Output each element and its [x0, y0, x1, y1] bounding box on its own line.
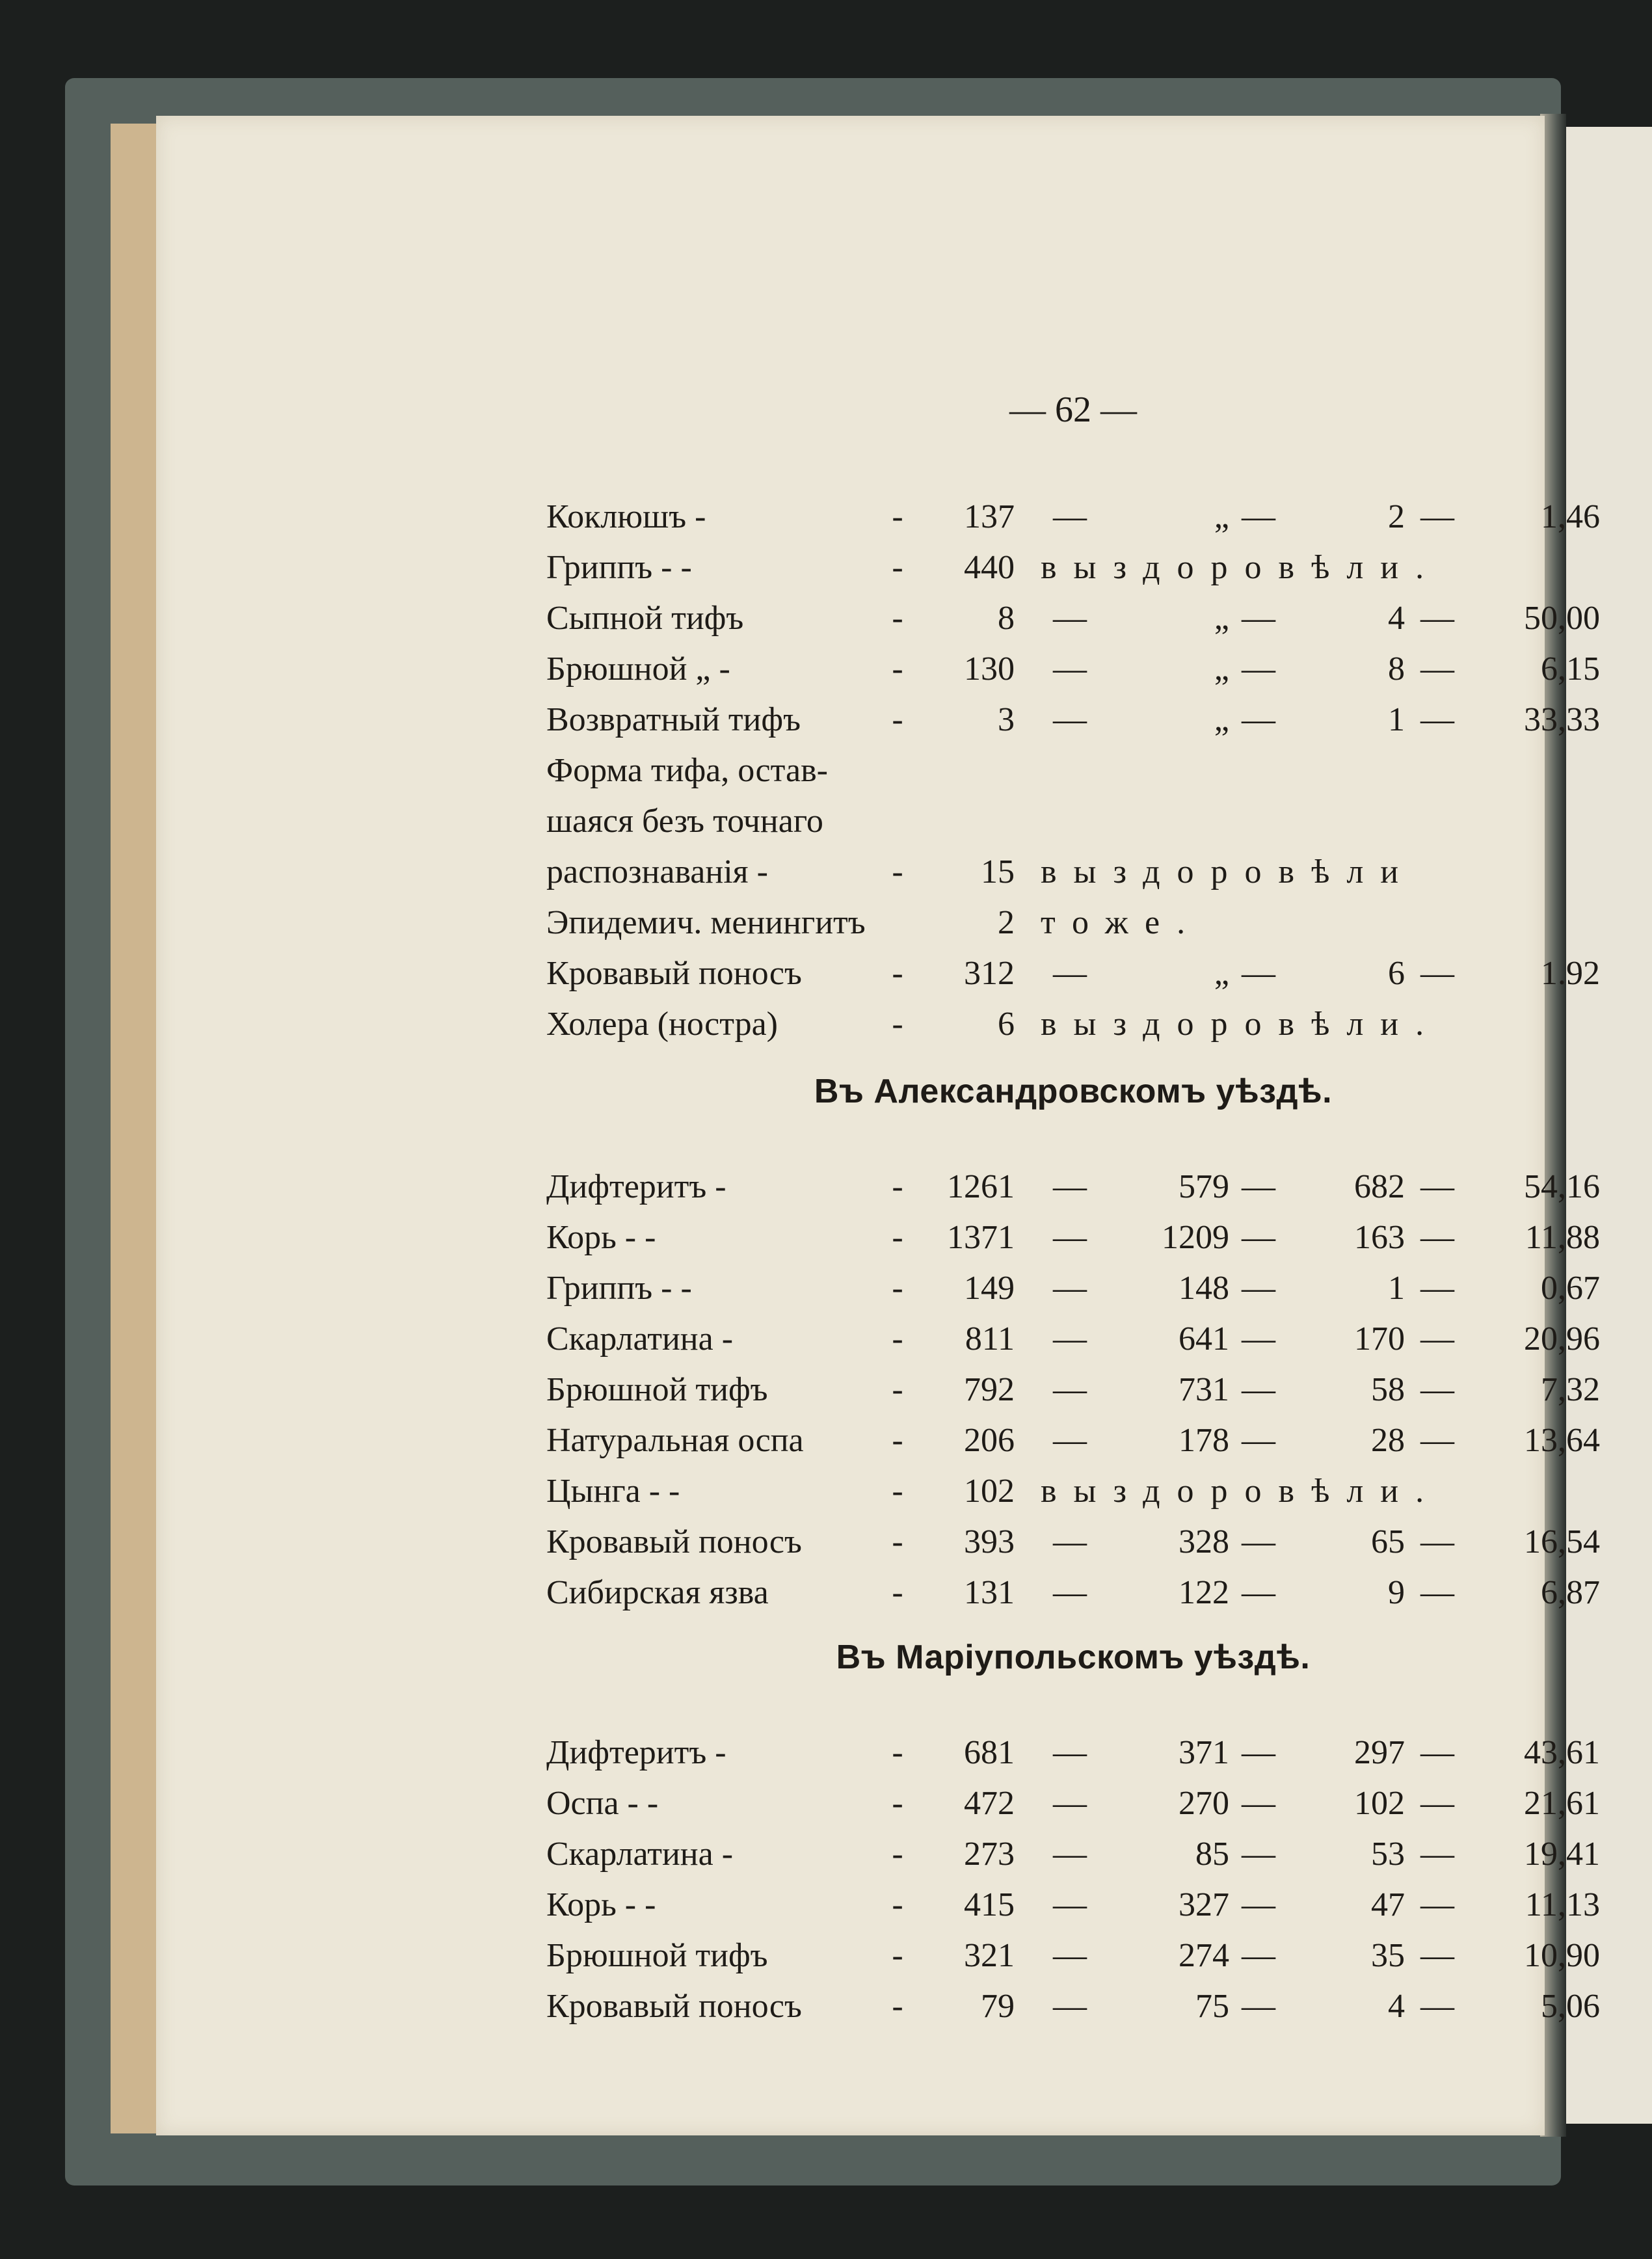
- value-cell-n3: 4: [1388, 1988, 1405, 2025]
- value-cell-n3: 297: [1354, 1734, 1405, 1771]
- disease-label: Кровавый поносъ: [546, 955, 802, 992]
- value-cell-n2: 270: [1179, 1785, 1229, 1822]
- value-cell-n3: 9: [1388, 1574, 1405, 1611]
- value-cell-n4: 7,32: [1541, 1371, 1600, 1408]
- separator-s2: —: [1242, 1523, 1275, 1560]
- value-cell-n3: 1: [1388, 701, 1405, 738]
- disease-label: Холера (ностра): [546, 1006, 778, 1043]
- value-cell-n1: 206: [964, 1422, 1015, 1459]
- table-row: [546, 1729, 1600, 1777]
- separator-dash: -: [892, 1886, 903, 1923]
- value-cell-n1: 273: [964, 1836, 1015, 1873]
- value-cell-n1: 1261: [947, 1168, 1015, 1205]
- separator-dash: -: [892, 1836, 903, 1873]
- value-cell-n3: 682: [1354, 1168, 1405, 1205]
- value-cell-n4: 16,54: [1524, 1523, 1600, 1560]
- value-cell-n1: 1371: [947, 1219, 1015, 1256]
- separator-s3: —: [1420, 650, 1454, 688]
- separator-s1: —: [1053, 600, 1087, 637]
- separator-s2: —: [1242, 1422, 1275, 1459]
- separator-s2: —: [1242, 498, 1275, 535]
- disease-label: распознаванія -: [546, 853, 768, 890]
- disease-label: Коклюшъ -: [546, 498, 706, 535]
- separator-s2: —: [1242, 701, 1275, 738]
- separator-s3: —: [1420, 1886, 1454, 1923]
- value-cell-n1: 415: [964, 1886, 1015, 1923]
- disease-label: Корь - -: [546, 1886, 656, 1923]
- separator-dash: -: [892, 1320, 903, 1357]
- value-cell-n4: 6,15: [1541, 650, 1600, 688]
- disease-label: Брюшной тифъ: [546, 1371, 768, 1408]
- value-cell-n3: 4: [1388, 600, 1405, 637]
- value-cell-n3: 6: [1388, 955, 1405, 992]
- table-row: [546, 1467, 1600, 1516]
- separator-s1: —: [1053, 955, 1087, 992]
- separator-s3: —: [1420, 600, 1454, 637]
- table-row: [546, 747, 1600, 795]
- value-cell-n3: 53: [1371, 1836, 1405, 1873]
- value-cell-n3: 28: [1371, 1422, 1405, 1459]
- separator-dash: -: [892, 1473, 903, 1510]
- value-cell-n1: 312: [964, 955, 1015, 992]
- value-cell-n3: 35: [1371, 1937, 1405, 1974]
- disease-label: Дифтеритъ -: [546, 1734, 726, 1771]
- separator-dash: -: [892, 1734, 903, 1771]
- value-cell-n1: 8: [998, 600, 1015, 637]
- value-cell-n2: 148: [1179, 1270, 1229, 1307]
- value-cell-n1: 321: [964, 1937, 1015, 1974]
- table-row: [546, 595, 1600, 643]
- outcome-note: выздоровѣли.: [1041, 1473, 1441, 1510]
- value-cell-n1: 792: [964, 1371, 1015, 1408]
- separator-s2: —: [1242, 1371, 1275, 1408]
- value-cell-n4: 19,41: [1524, 1836, 1600, 1873]
- disease-label: Дифтеритъ -: [546, 1168, 726, 1205]
- value-cell-n3: 1: [1388, 1270, 1405, 1307]
- value-cell-n2: 579: [1179, 1168, 1229, 1205]
- separator-s2: —: [1242, 1320, 1275, 1357]
- separator-dash: -: [892, 1785, 903, 1822]
- table-row: [546, 1780, 1600, 1828]
- separator-s3: —: [1420, 1523, 1454, 1560]
- separator-s1: —: [1053, 1785, 1087, 1822]
- disease-label: Эпидемич. менингитъ: [546, 904, 866, 941]
- disease-label: Кровавый поносъ: [546, 1523, 802, 1560]
- value-cell-n2: 731: [1179, 1371, 1229, 1408]
- separator-dash: -: [892, 1168, 903, 1205]
- table-row: [546, 899, 1600, 947]
- separator-dash: -: [892, 1988, 903, 2025]
- outcome-note: выздоровѣли.: [1041, 1006, 1441, 1043]
- separator-s3: —: [1420, 1422, 1454, 1459]
- separator-s1: —: [1053, 1836, 1087, 1873]
- separator-dash: -: [892, 1219, 903, 1256]
- separator-s2: —: [1242, 1988, 1275, 2025]
- value-cell-n2: 85: [1195, 1836, 1229, 1873]
- value-cell-n3: 170: [1354, 1320, 1405, 1357]
- separator-s2: —: [1242, 1836, 1275, 1873]
- separator-s2: —: [1242, 955, 1275, 992]
- table-row: [546, 1315, 1600, 1363]
- disease-label: Сибирская язва: [546, 1574, 769, 1611]
- table-row: [546, 1000, 1600, 1049]
- separator-dash: -: [892, 955, 903, 992]
- separator-dash: -: [892, 498, 903, 535]
- value-cell-n4: 20,96: [1524, 1320, 1600, 1357]
- value-cell-n2: 75: [1195, 1988, 1229, 2025]
- disease-label: Оспа - -: [546, 1785, 659, 1822]
- value-cell-n4: 11,88: [1525, 1219, 1600, 1256]
- separator-s2: —: [1242, 650, 1275, 688]
- table-row: [546, 1983, 1600, 2031]
- value-cell-n3: 47: [1371, 1886, 1405, 1923]
- separator-s3: —: [1420, 498, 1454, 535]
- disease-label: Скарлатина -: [546, 1320, 734, 1357]
- separator-s3: —: [1420, 1734, 1454, 1771]
- separator-s3: —: [1420, 1219, 1454, 1256]
- value-cell-n4: 11,13: [1525, 1886, 1600, 1923]
- value-cell-n3: 163: [1354, 1219, 1405, 1256]
- separator-s1: —: [1053, 498, 1087, 535]
- table-row: [546, 1881, 1600, 1929]
- value-cell-n1: 149: [964, 1270, 1015, 1307]
- value-cell-n4: 5,06: [1541, 1988, 1600, 2025]
- value-cell-n1: 102: [964, 1473, 1015, 1510]
- page-content: [546, 390, 1600, 2178]
- page-number: — 62 —: [1009, 390, 1137, 430]
- table-row: [546, 1569, 1600, 1617]
- value-cell-n4: 10,90: [1524, 1937, 1600, 1974]
- section-heading: Въ Маріупольскомъ уѣздѣ.: [836, 1638, 1311, 1676]
- separator-s2: —: [1242, 1937, 1275, 1974]
- separator-dash: -: [892, 701, 903, 738]
- separator-s1: —: [1053, 1734, 1087, 1771]
- separator-s1: —: [1053, 1523, 1087, 1560]
- separator-dash: -: [892, 1006, 903, 1043]
- separator-dash: -: [892, 549, 903, 586]
- separator-s2: —: [1242, 1574, 1275, 1611]
- separator-dash: -: [892, 1422, 903, 1459]
- value-cell-n2: „: [1214, 650, 1229, 688]
- value-cell-n4: 1,46: [1541, 498, 1600, 535]
- separator-s1: —: [1053, 1219, 1087, 1256]
- separator-s1: —: [1053, 1574, 1087, 1611]
- separator-s3: —: [1420, 1270, 1454, 1307]
- separator-s3: —: [1420, 1320, 1454, 1357]
- value-cell-n1: 137: [964, 498, 1015, 535]
- separator-s1: —: [1053, 1422, 1087, 1459]
- value-cell-n2: 1209: [1162, 1219, 1229, 1256]
- separator-dash: -: [892, 650, 903, 688]
- separator-dash: -: [892, 1937, 903, 1974]
- value-cell-n4: 0,67: [1541, 1270, 1600, 1307]
- value-cell-n4: 1.92: [1541, 955, 1600, 992]
- separator-dash: -: [892, 1574, 903, 1611]
- value-cell-n1: 130: [964, 650, 1015, 688]
- section-heading: Въ Александровскомъ уѣздѣ.: [814, 1073, 1333, 1110]
- separator-s1: —: [1053, 1270, 1087, 1307]
- table-row: [546, 544, 1600, 592]
- separator-s1: —: [1053, 1320, 1087, 1357]
- value-cell-n4: 43,61: [1524, 1734, 1600, 1771]
- table-row: [546, 797, 1600, 846]
- value-cell-n2: „: [1214, 701, 1229, 738]
- value-cell-n1: 393: [964, 1523, 1015, 1560]
- disease-label: Цынга - -: [546, 1473, 680, 1510]
- separator-s2: —: [1242, 1168, 1275, 1205]
- value-cell-n4: 13,64: [1524, 1422, 1600, 1459]
- disease-label: Сыпной тифъ: [546, 600, 744, 637]
- disease-label: шаяся безъ точнаго: [546, 803, 823, 840]
- value-cell-n4: 33,33: [1524, 701, 1600, 738]
- value-cell-n1: 2: [998, 904, 1015, 941]
- separator-s3: —: [1420, 955, 1454, 992]
- disease-label: Натуральная оспа: [546, 1422, 804, 1459]
- table-row: [546, 1163, 1600, 1211]
- table-row: [546, 645, 1600, 693]
- outcome-note: выздоровѣли.: [1041, 549, 1441, 586]
- value-cell-n2: 122: [1179, 1574, 1229, 1611]
- value-cell-n1: 811: [965, 1320, 1015, 1357]
- table-row: [546, 848, 1600, 896]
- separator-s1: —: [1053, 1371, 1087, 1408]
- disease-label: Корь - -: [546, 1219, 656, 1256]
- separator-s1: —: [1053, 1168, 1087, 1205]
- disease-label: Возвратный тифъ: [546, 701, 801, 738]
- value-cell-n3: 58: [1371, 1371, 1405, 1408]
- value-cell-n1: 131: [964, 1574, 1015, 1611]
- value-cell-n2: 178: [1179, 1422, 1229, 1459]
- value-cell-n3: 2: [1388, 498, 1405, 535]
- table-row: [546, 1932, 1600, 1980]
- value-cell-n4: 21,61: [1524, 1785, 1600, 1822]
- table-row: [546, 696, 1600, 744]
- value-cell-n1: 79: [981, 1988, 1015, 2025]
- table-row: [546, 1518, 1600, 1566]
- table-row: [546, 493, 1600, 541]
- value-cell-n1: 681: [964, 1734, 1015, 1771]
- value-cell-n2: 328: [1179, 1523, 1229, 1560]
- separator-dash: -: [892, 1270, 903, 1307]
- disease-label: Форма тифа, остав-: [546, 752, 828, 789]
- separator-s2: —: [1242, 1734, 1275, 1771]
- table-row: [546, 1417, 1600, 1465]
- separator-s3: —: [1420, 1371, 1454, 1408]
- table-row: [546, 1264, 1600, 1313]
- value-cell-n1: 3: [998, 701, 1015, 738]
- value-cell-n2: „: [1214, 600, 1229, 637]
- separator-s3: —: [1420, 1988, 1454, 2025]
- separator-s3: —: [1420, 1168, 1454, 1205]
- disease-label: Брюшной тифъ: [546, 1937, 768, 1974]
- value-cell-n2: 641: [1179, 1320, 1229, 1357]
- value-cell-n3: 8: [1388, 650, 1405, 688]
- table-row: [546, 1366, 1600, 1414]
- value-cell-n3: 65: [1371, 1523, 1405, 1560]
- separator-s1: —: [1053, 1988, 1087, 2025]
- disease-label: Кровавый поносъ: [546, 1988, 802, 2025]
- value-cell-n2: „: [1214, 498, 1229, 535]
- table-row: [546, 1830, 1600, 1878]
- separator-s3: —: [1420, 1574, 1454, 1611]
- separator-s1: —: [1053, 650, 1087, 688]
- separator-dash: -: [892, 1371, 903, 1408]
- separator-s3: —: [1420, 1937, 1454, 1974]
- value-cell-n4: 6,87: [1541, 1574, 1600, 1611]
- value-cell-n4: 50,00: [1524, 600, 1600, 637]
- value-cell-n2: 371: [1179, 1734, 1229, 1771]
- separator-s2: —: [1242, 1270, 1275, 1307]
- separator-s2: —: [1242, 1886, 1275, 1923]
- separator-dash: -: [892, 853, 903, 890]
- separator-s3: —: [1420, 1785, 1454, 1822]
- separator-s3: —: [1420, 1836, 1454, 1873]
- value-cell-n2: 274: [1179, 1937, 1229, 1974]
- table-row: [546, 950, 1600, 998]
- value-cell-n1: 440: [964, 549, 1015, 586]
- disease-label: Скарлатина -: [546, 1836, 734, 1873]
- separator-s1: —: [1053, 701, 1087, 738]
- value-cell-n2: 327: [1179, 1886, 1229, 1923]
- value-cell-n4: 54,16: [1524, 1168, 1600, 1205]
- table-row: [546, 1214, 1600, 1262]
- disease-label: Гриппъ - -: [546, 1270, 692, 1307]
- value-cell-n1: 472: [964, 1785, 1015, 1822]
- separator-s2: —: [1242, 1785, 1275, 1822]
- separator-s1: —: [1053, 1886, 1087, 1923]
- disease-label: Брюшной „ -: [546, 650, 730, 688]
- value-cell-n1: 6: [998, 1006, 1015, 1043]
- book-page: [156, 116, 1600, 2135]
- outcome-note: тоже.: [1041, 904, 1203, 941]
- separator-s2: —: [1242, 600, 1275, 637]
- value-cell-n1: 15: [981, 853, 1015, 890]
- separator-s1: —: [1053, 1937, 1087, 1974]
- outcome-note: выздоровѣли: [1041, 853, 1416, 890]
- separator-dash: -: [892, 1523, 903, 1560]
- separator-s2: —: [1242, 1219, 1275, 1256]
- value-cell-n3: 102: [1354, 1785, 1405, 1822]
- disease-label: Гриппъ - -: [546, 549, 692, 586]
- separator-dash: -: [892, 600, 903, 637]
- separator-s3: —: [1420, 701, 1454, 738]
- value-cell-n2: „: [1214, 955, 1229, 992]
